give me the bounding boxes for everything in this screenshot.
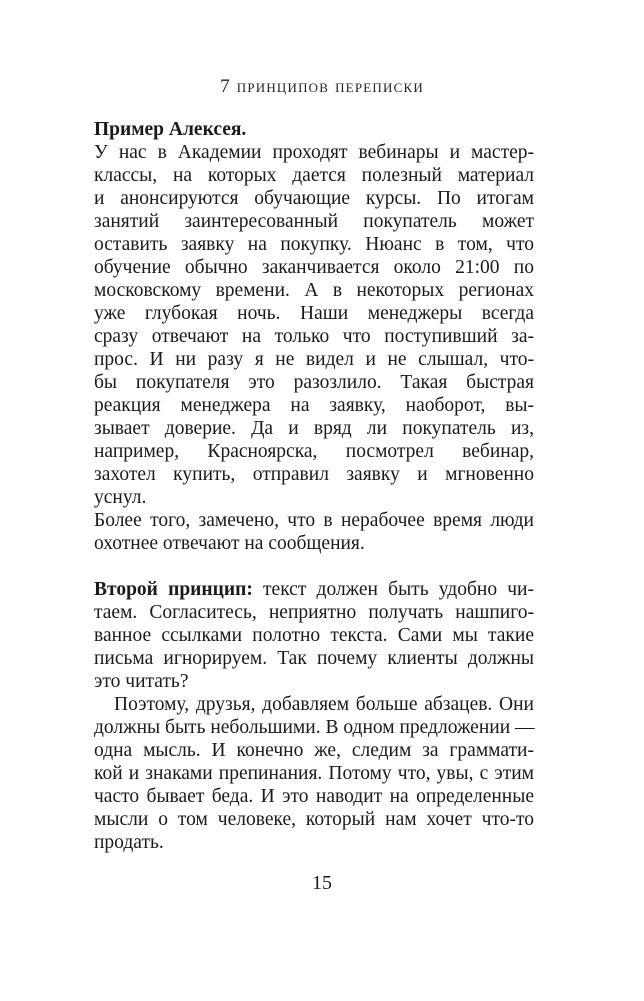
text-line: захотел купить, отправил заявку и мгновенно [94,464,534,485]
text-line: зывает доверие. Да и вряд ли покупатель из, [94,418,534,439]
page-number: 15 [312,872,332,894]
text-line: классы, на которых дается полезный материал [94,165,534,186]
text-line: У нас в Академии проходят вебинары и мастер- [94,142,534,163]
text-line: уже глубокая ночь. Наши менеджеры всегда [94,303,534,324]
principle-label: Второй принцип: [94,579,253,600]
text-line: бы покупателя это разозлило. Такая быстрая [94,372,534,393]
text-line: мысли о том человеке, который нам хочет что-то [94,809,534,830]
text-line: реакция менеджера на заявку, наоборот, вы- [94,395,534,416]
text-line: уснул. [94,487,147,508]
text-line: обучение обычно заканчивается около 21:00 по [94,257,534,278]
example-block [94,118,534,555]
text-line: московскому времени. А в некоторых регионах [94,280,534,301]
principle-first-line [94,578,534,601]
text-line: должны быть небольшими. В одном предложении — [94,717,535,738]
text-line: сразу отвечают на только что поступивший за- [94,326,534,347]
text-line: охотнее отвечают на сообщения. [94,533,365,554]
example-title: Пример Алексея. [94,119,247,140]
body-text [94,118,534,854]
text-line: продать. [94,832,164,853]
principle-first-text: текст должен быть удобно чи- [252,579,534,600]
text-line: ванное ссылками полотно текста. Сами мы такие [94,625,534,646]
text-line: одна мысль. И конечно же, следим за граммати- [94,740,534,761]
text-line: занятий заинтересованный покупатель может [94,211,534,232]
text-line: прос. И ни разу я не видел и не слышал, что- [94,349,534,370]
paragraph-gap [94,555,534,578]
text-line: это читать? [94,671,189,692]
principle-block [94,578,534,854]
text-line: оставить заявку на покупку. Нюанс в том, что [94,234,534,255]
text-line: Поэтому, друзья, добавляем больше абзацев. Они [114,694,534,715]
text-line: письма игнорируем. Так почему клиенты должны [94,648,534,669]
text-line: Более того, замечено, что в нерабочее время люди [94,510,534,531]
running-header: 7 принципов переписки [220,76,424,97]
text-line: часто бывает беда. И это наводит на определенные [94,786,534,807]
text-line: кой и знаками препинания. Потому что, увы, с этим [94,763,534,784]
text-line: таем. Согласитесь, неприятно получать нашпиго- [94,602,534,623]
text-line: например, Красноярска, посмотрел вебинар, [94,441,534,462]
text-line: и анонсируются обучающие курсы. По итогам [94,188,534,209]
